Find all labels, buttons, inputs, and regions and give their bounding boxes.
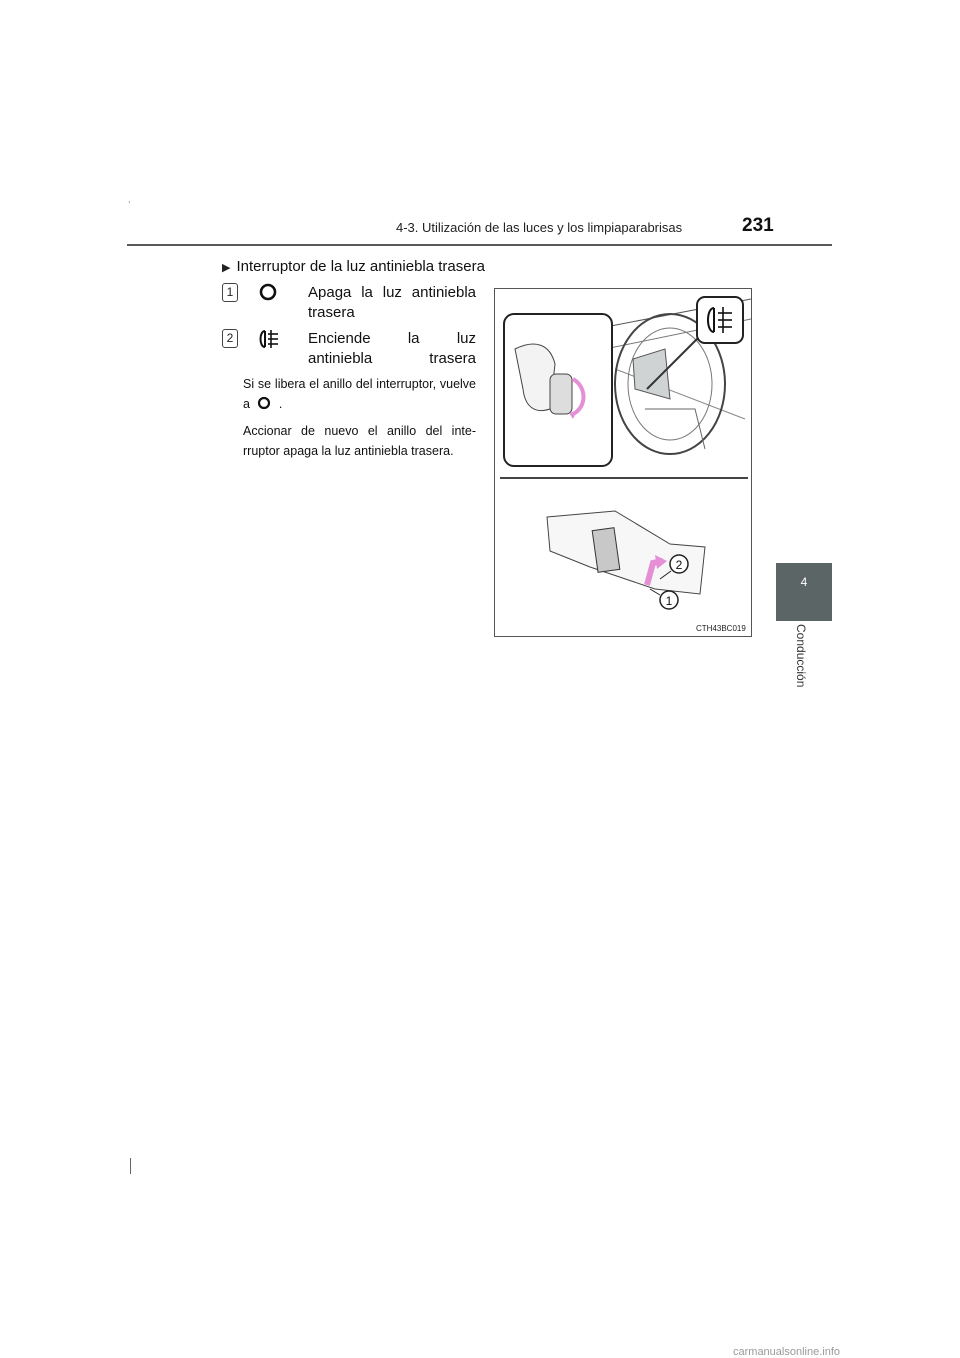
- callout-2: 2: [675, 558, 683, 572]
- callout-1: 1: [665, 594, 673, 608]
- rear-fog-light-icon: [256, 328, 280, 350]
- chapter-number: 4: [800, 575, 808, 589]
- page-number: 231: [742, 215, 774, 236]
- crop-mark: ,: [128, 194, 131, 204]
- chapter-label: Conducción: [794, 624, 808, 688]
- figure-code: CTH43BC019: [696, 624, 746, 633]
- header-rule: [127, 244, 832, 246]
- watermark: carmanualsonline.info: [733, 1346, 841, 1358]
- crop-mark: [130, 1158, 131, 1174]
- fog-light-off-icon: [255, 396, 273, 410]
- step-2-text: Enciende la luz antiniebla trasera: [308, 330, 476, 367]
- step-1-text: Apaga la luz antiniebla trasera: [308, 284, 476, 321]
- figure-illustration: [495, 289, 751, 636]
- figure-box: [494, 288, 752, 637]
- step-number-1: 1: [222, 283, 238, 302]
- section-heading: ▶ Interruptor de la luz antiniebla trasera: [222, 258, 485, 275]
- figure-divider: [500, 477, 748, 479]
- note-release-ring: Si se libera el anillo del interruptor, vuelve a .: [243, 377, 476, 411]
- step-number-2: 2: [222, 329, 238, 348]
- note-turn-off: Accionar de nuevo el anillo del inte-rruptor apaga la luz antiniebla trasera.: [243, 424, 476, 458]
- running-header-title: 4-3. Utilización de las luces y los limpiaparabrisas: [396, 220, 683, 235]
- chapter-tab: [776, 563, 832, 621]
- triangle-bullet-icon: ▶: [222, 262, 231, 274]
- fog-light-off-icon: [258, 282, 278, 302]
